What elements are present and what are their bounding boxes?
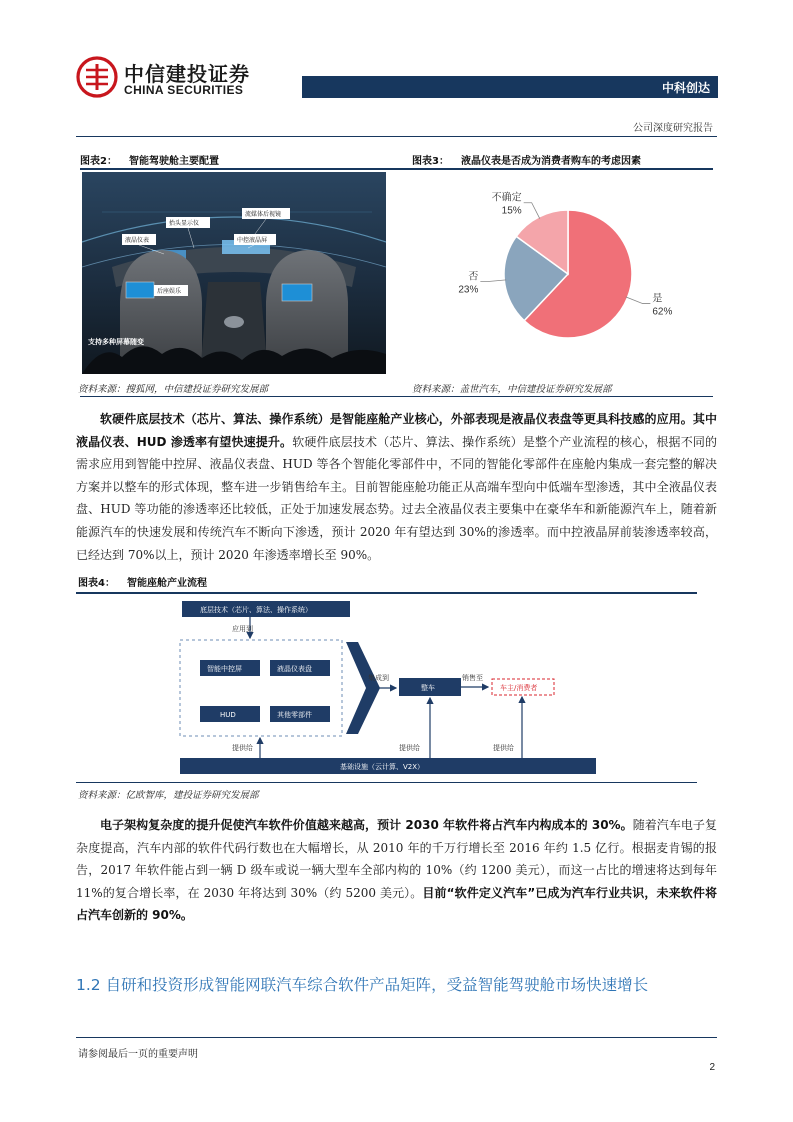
fig4-number: 图表4：: [78, 578, 115, 589]
fig2-title: 智能驾驶舱主要配置: [128, 156, 219, 167]
fig3-caption: [412, 152, 641, 167]
provide-label-1: 提供给: [232, 744, 253, 752]
pie-label-1: 否: [468, 271, 479, 283]
report-type: 公司深度研究报告: [633, 123, 713, 134]
infra-label: 基础设施（云计算、V2X）: [340, 763, 425, 771]
pie-value-1: 23%: [458, 284, 479, 296]
pie-value-0: 62%: [652, 306, 673, 318]
disclaimer-note: 请参阅最后一页的重要声明: [78, 1049, 198, 1060]
pie-value-2: 15%: [501, 205, 522, 217]
paragraph-2-body: 随着汽车电子复杂度提高，汽车内部的软件代码行数也在大幅增长，从 2010 年的千万行增长至 2016 年约 1.5 亿行。根据麦肯锡的报告，2017 年软件能占到一辆 D 级车或说一辆大型车全部内构的 10%（约 1200 美元），而这一占比的增速将达到每年 11%的复合增长率，在 2030 年将达到 30%（约 5200 美元）。: [76, 818, 717, 900]
fig2-number: 图表2：: [80, 156, 117, 167]
fig4-title: 智能座舱产业流程: [126, 578, 207, 589]
fig2-caption: [80, 152, 219, 167]
section-heading: [76, 973, 648, 995]
fig4-caption-rule: [76, 592, 697, 594]
cockpit-illustration: [82, 172, 386, 374]
cluster-label: 液晶仪表盘: [277, 665, 312, 673]
fig3-number: 图表3：: [412, 156, 449, 167]
fig4-source-rule: [76, 782, 697, 783]
label-cluster: 液晶仪表: [125, 237, 150, 244]
footer-rule: [76, 1037, 717, 1038]
pie-leader-0: [626, 297, 651, 304]
provide-label-3: 提供给: [493, 744, 514, 752]
fig2-source: 资料来源：搜狐网，中信建投证券研究发展部: [78, 384, 269, 395]
china-securities-logo: [76, 56, 118, 98]
industry-flow-diagram: [170, 598, 600, 778]
center-screen-label: 智能中控屏: [207, 665, 242, 673]
other-parts-label: 其他零部件: [277, 711, 312, 719]
section-tag: 中科创达: [661, 81, 710, 95]
label-bottom-text: 支持多种屏幕随变: [88, 338, 144, 346]
label-center-screen: 中控液晶屏: [237, 237, 268, 244]
integrate-label: 集成到: [368, 674, 389, 682]
brand-name-en: CHINA SECURITIES: [124, 83, 244, 97]
paragraph-2: [76, 814, 717, 927]
applied-to-label: 应用到: [232, 625, 253, 633]
section-title: 自研和投资形成智能网联汽车综合软件产品矩阵，受益智能驾驶舱市场快速增长: [105, 976, 649, 994]
bottom-tech-label: 底层技术（芯片、算法、操作系统）: [200, 606, 312, 614]
fig-caption-rule: [80, 168, 713, 170]
owner-label: 车主/消费者: [500, 684, 538, 692]
pie-label-2: 不确定: [491, 192, 522, 204]
paragraph-1-lead: 软硬件底层技术（芯片、算法、操作系统）是智能座舱产业核心，外部表现是液晶仪表盘等更具科技感的应用。其中液晶仪表、HUD 渗透率有望快速提升。: [76, 412, 717, 449]
pie-leader-1: [480, 280, 506, 282]
hud-label: HUD: [220, 711, 236, 719]
header-bar: [302, 76, 718, 98]
fig3-title: 液晶仪表是否成为消费者购车的考虑因素: [460, 156, 641, 167]
label-stream-mirror: 流媒体后视镜: [245, 211, 282, 218]
fig4-source: 资料来源：亿欧智库，建投证券研究发展部: [78, 790, 259, 801]
fig4-caption: [78, 574, 207, 589]
label-hud: 抬头显示仪: [169, 220, 200, 227]
paragraph-2-lead: 电子架构复杂度的提升促使汽车软件价值越来越高，预计 2030 年软件将占汽车内构成本的 30%。: [100, 818, 633, 832]
section-number: 1.2: [76, 976, 101, 994]
pie-chart: [440, 178, 673, 370]
header-rule: [76, 136, 717, 137]
vehicle-label: 整车: [421, 684, 435, 692]
fig3-source: 资料来源：盖世汽车，中信建投证券研究发展部: [412, 384, 612, 395]
provide-label-2: 提供给: [399, 744, 420, 752]
brand-name-cn: 中信建投证券: [124, 62, 250, 86]
pie-leader-2: [524, 203, 540, 219]
paragraph-1: [76, 408, 717, 566]
pie-label-0: 是: [652, 293, 663, 305]
paragraph-1-body: 软硬件底层技术（芯片、算法、操作系统）是整个产业流程的核心，根据不同的需求应用到智能中控屏、液晶仪表盘、HUD 等各个智能化零部件中，不同的智能化零部件在座舱内集成一套完整的解决方案并以整车的形式体现，整车进一步销售给车主。目前智能座舱功能正从高端车型向中低端车型渗透，其中全液晶仪表盘、HUD 等功能的渗透率还比较低，正处于加速发展态势。过去全液晶仪表主要集中在豪华车和新能源汽车上，随着新能源汽车的快速发展和传统汽车不断向下渗透，预计 2020 年有望达到 30%的渗透率。而中控液晶屏前装渗透率较高，已经达到 70%以上，预计 2020 年渗透率增长至 90%。: [76, 434, 717, 562]
page-number: 2: [709, 1062, 715, 1073]
sell-label: 销售至: [462, 674, 483, 682]
fig-source-rule: [80, 396, 713, 397]
paragraph-2-conclusion: 目前“软件定义汽车”已成为汽车行业共识，未来软件将占汽车创新的 90%。: [76, 885, 717, 923]
label-rear-entertainment: 后座娱乐: [157, 288, 182, 295]
